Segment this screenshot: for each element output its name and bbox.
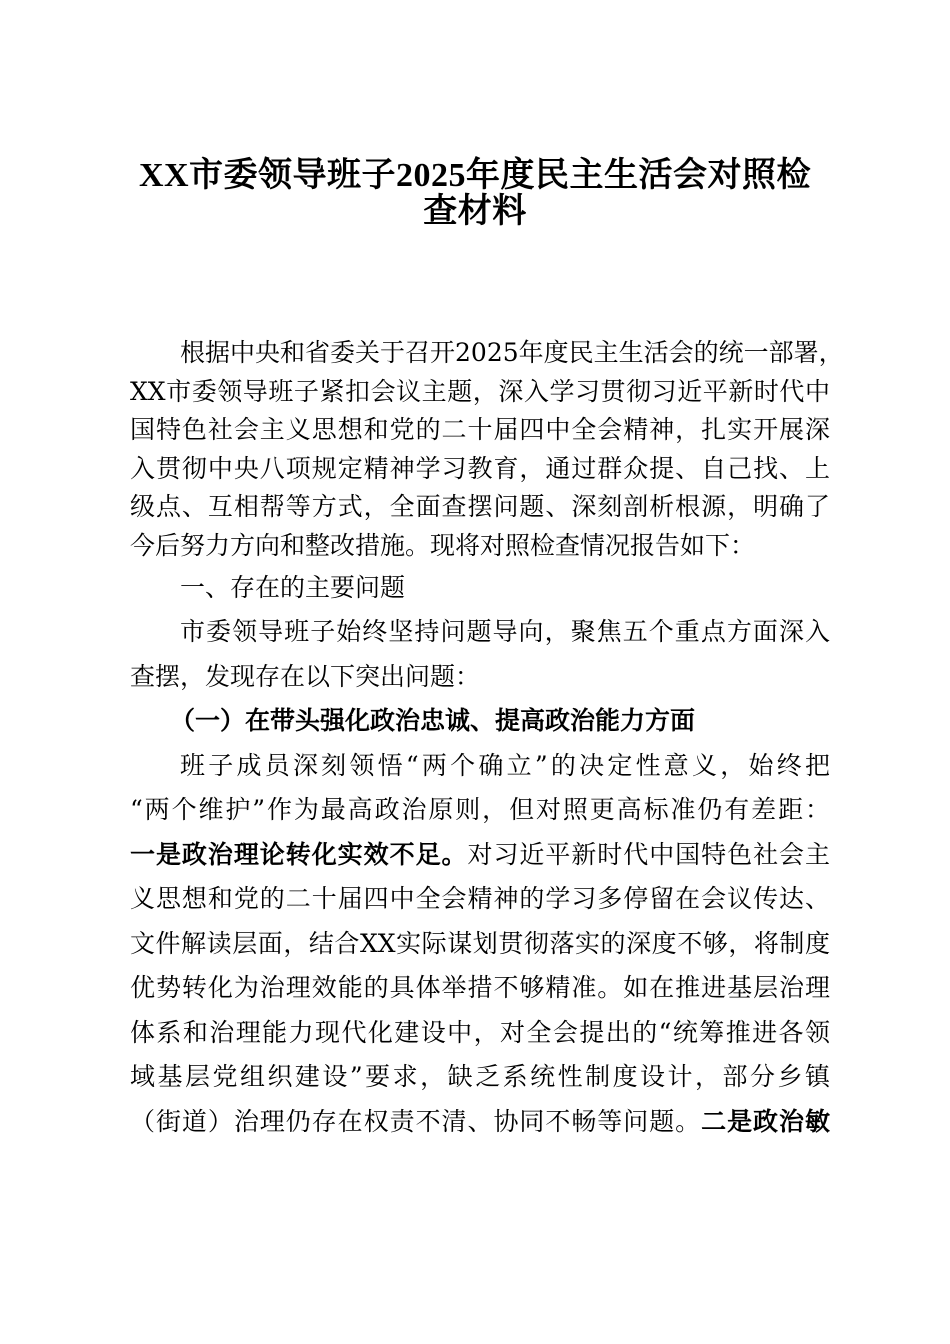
text-line: 根据中央和省委关于召开2025年度民主生活会的统一部署， bbox=[180, 338, 844, 367]
text-line: “两个维护”作为最高政治原则，但对照更高标准仍有差距： bbox=[130, 795, 830, 825]
point-lead: 二是政治敏 bbox=[701, 1106, 830, 1136]
text-line bbox=[130, 833, 830, 878]
document-title bbox=[110, 158, 840, 230]
text-line bbox=[130, 1100, 830, 1145]
text-line: 今后努力方向和整改措施。现将对照检查情况报告如下： bbox=[130, 530, 756, 560]
section-heading: 一、存在的主要问题 bbox=[180, 572, 406, 602]
title-line-1: XX市委领导班子2025年度民主生活会对照检 bbox=[138, 157, 812, 194]
point-1-paragraph bbox=[130, 833, 830, 1145]
subsection-heading: （一）在带头强化政治忠诚、提高政治能力方面 bbox=[170, 706, 696, 736]
text-line: 查摆，发现存在以下突出问题： bbox=[130, 661, 481, 691]
text-line: 文件解读层面，结合XX实际谋划贯彻落实的深度不够，将制度 bbox=[130, 928, 830, 958]
text-line: 域基层党组织建设”要求，缺乏系统性制度设计，部分乡镇 bbox=[130, 1062, 830, 1092]
text-segment: （街道）治理仍存在权责不清、协同不畅等问题。 bbox=[130, 1106, 702, 1136]
text-line: 班子成员深刻领悟“两个确立”的决定性意义，始终把 bbox=[180, 750, 830, 780]
text-line: 体系和治理能力现代化建设中，对全会提出的“统筹推进各领 bbox=[130, 1017, 830, 1047]
text-line: 义思想和党的二十届四中全会精神的学习多停留在会议传达、 bbox=[130, 884, 830, 914]
text-line: 级点、互相帮等方式，全面查摆问题、深刻剖析根源，明确了 bbox=[130, 492, 830, 522]
text-line: 优势转化为治理效能的具体举措不够精准。如在推进基层治理 bbox=[130, 973, 830, 1003]
point-lead: 一是政治理论转化实效不足。 bbox=[130, 839, 468, 869]
text-segment: 对习近平新时代中国特色社会主 bbox=[467, 839, 830, 869]
text-line: 市委领导班子始终坚持问题导向，聚焦五个重点方面深入 bbox=[180, 617, 830, 647]
text-line: XX市委领导班子紧扣会议主题，深入学习贯彻习近平新时代中 bbox=[130, 376, 830, 406]
text-line: 入贯彻中央八项规定精神学习教育，通过群众提、自己找、上 bbox=[130, 453, 830, 483]
intro-paragraph bbox=[130, 334, 844, 566]
document-body bbox=[130, 334, 844, 1144]
title-line-2: 查材料 bbox=[423, 193, 527, 230]
text-line: 国特色社会主义思想和党的二十届四中全会精神，扎实开展深 bbox=[130, 415, 830, 445]
section-intro-paragraph bbox=[130, 610, 830, 699]
subsection-intro-paragraph bbox=[130, 744, 830, 833]
